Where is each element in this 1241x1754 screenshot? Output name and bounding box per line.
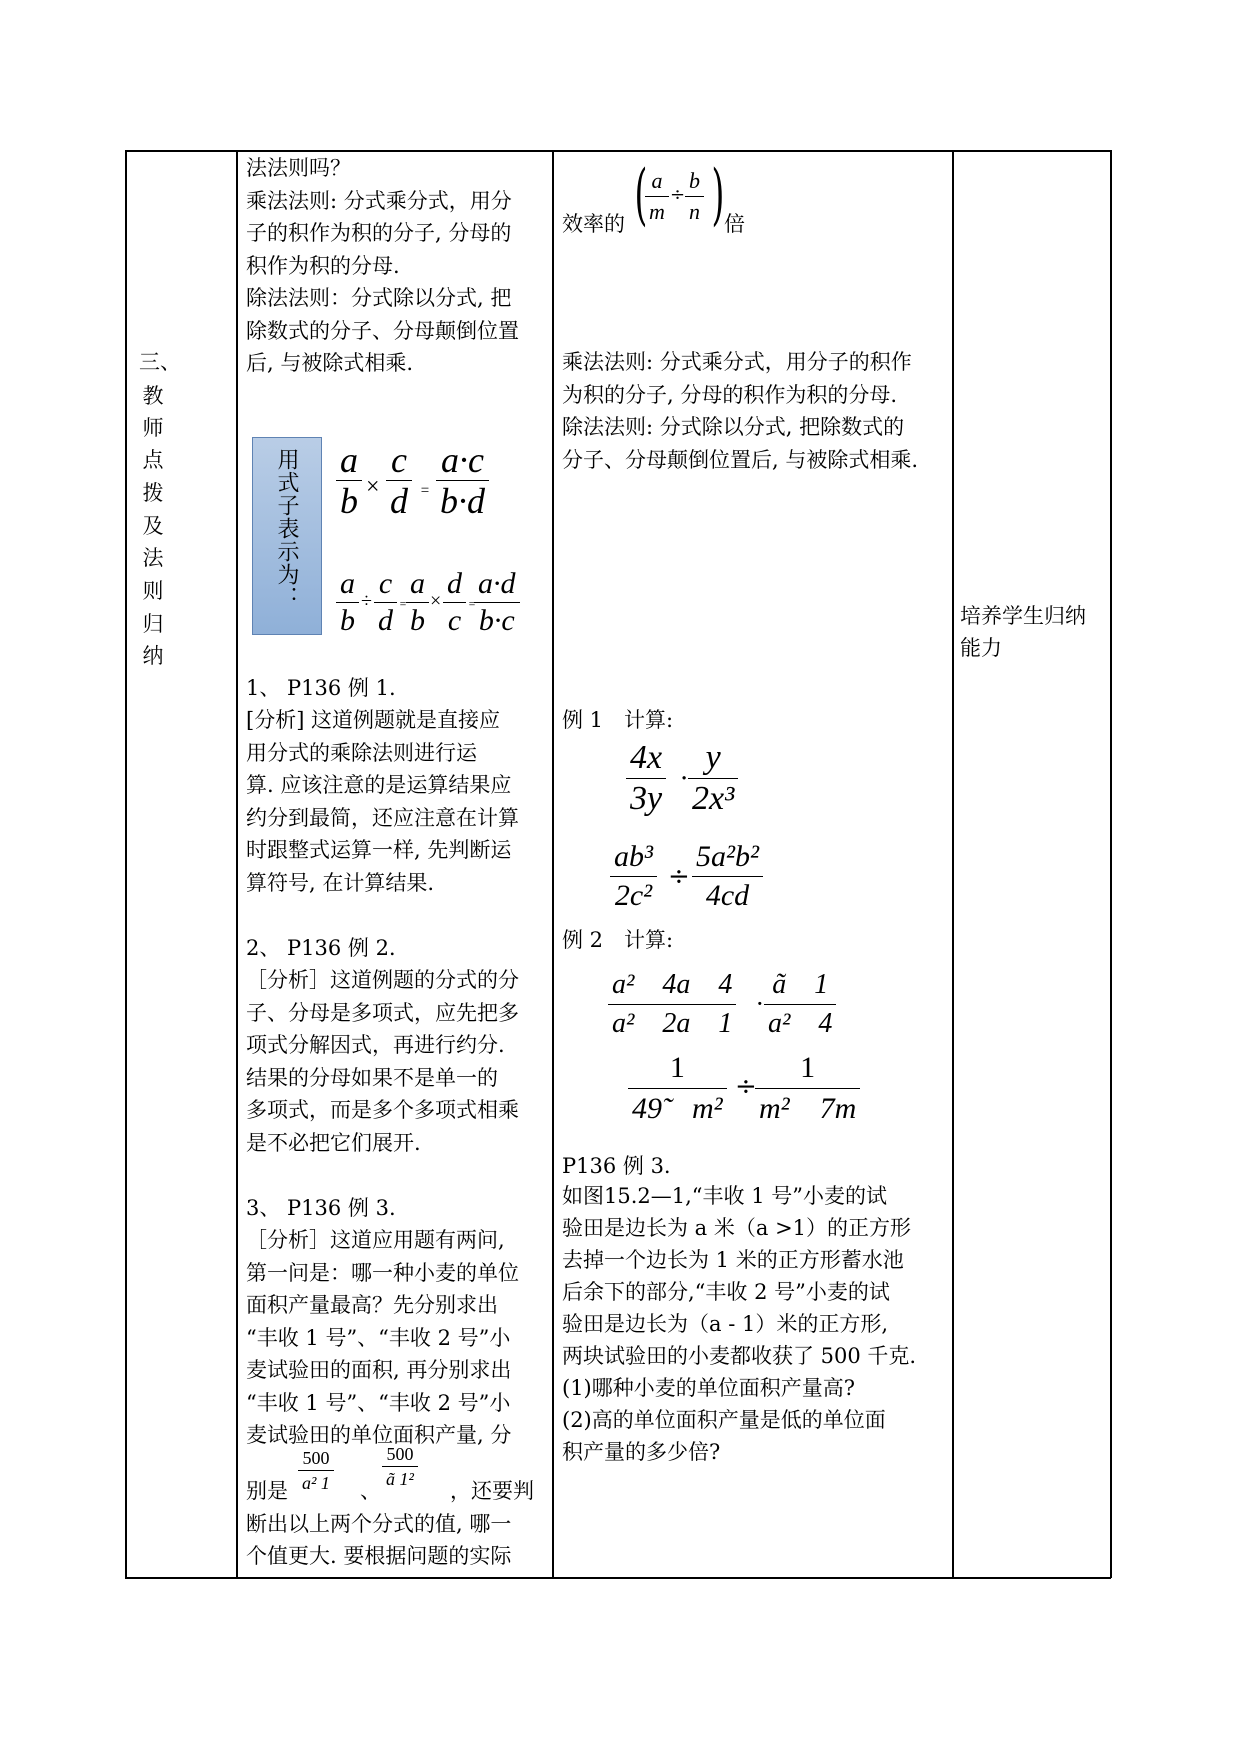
fraction-denominator: a² 2a 1 xyxy=(612,1008,733,1039)
text-line: ，还要判 xyxy=(450,1479,534,1503)
formula-denominator: b xyxy=(340,481,358,521)
divide-sign: ÷ xyxy=(735,1072,757,1102)
text-line: 例 2 计算: xyxy=(562,928,674,952)
text-line: 多项式，而是多个多项式相乘 xyxy=(246,1098,519,1122)
text-line: 除法法则: 分式除以分式, 把除数式的 xyxy=(562,415,905,439)
equals-sign: ﹦ xyxy=(396,596,410,611)
text-line: 第一问是：哪一种小麦的单位 xyxy=(246,1261,519,1285)
formula-label: 用式子表示为： xyxy=(274,448,299,609)
row-label-char: 归 xyxy=(142,612,164,636)
text-line: 除数式的分子、分母颠倒位置 xyxy=(246,319,519,343)
formula-numerator: a xyxy=(340,567,355,600)
row-label-char: 师 xyxy=(142,416,164,440)
row-label-char: 拨 xyxy=(142,481,164,505)
divide-sign: ÷ xyxy=(361,590,372,612)
row-label-char: 点 xyxy=(142,448,164,472)
fraction-denominator: m² 7m xyxy=(759,1092,857,1125)
table-divider-1 xyxy=(236,150,238,1578)
formula-denominator: b·d xyxy=(440,481,485,521)
row-label-char: 教 xyxy=(142,384,164,408)
text-line: 倍 xyxy=(724,212,745,236)
formula-denominator: d xyxy=(378,604,393,637)
fraction-denominator: m xyxy=(649,199,665,224)
fraction-denominator: 3y xyxy=(630,780,663,817)
formula-numerator: d xyxy=(447,567,462,600)
fraction-numerator: 1 xyxy=(800,1051,816,1084)
dot-sign: · xyxy=(756,990,764,1018)
formula-denominator: d xyxy=(390,481,408,521)
text-line: 积作为积的分母. xyxy=(246,254,400,278)
fraction-denominator: n xyxy=(689,199,700,224)
text-line: 除法法则：分式除以分式, 把 xyxy=(246,286,512,310)
text-line: 面积产量最高？先分别求出 xyxy=(246,1293,498,1317)
table-border-bottom xyxy=(125,1577,1111,1579)
fraction-denominator: 2c² xyxy=(614,879,653,912)
text-line: 两块试验田的小麦都收获了 500 千克. xyxy=(562,1344,917,1368)
text-line: 例 1 计算: xyxy=(562,708,674,732)
left-paren: ( xyxy=(634,156,648,233)
equals-sign: ﹦ xyxy=(416,478,434,498)
divide-sign: ÷ xyxy=(670,184,686,205)
formula-denominator: b xyxy=(410,604,425,637)
dot-sign: · xyxy=(680,764,689,794)
text-line: ［分析］这道例题的分式的分 xyxy=(246,968,519,992)
text-line: 验田是边长为 a 米（a >1）的正方形 xyxy=(562,1216,912,1240)
fraction-denominator: 2x³ xyxy=(692,780,735,817)
fraction-denominator: a² 1 xyxy=(302,1473,330,1493)
text-line: 时跟整式运算一样, 先判断运 xyxy=(246,838,512,862)
text-line: 效率的 xyxy=(562,212,625,236)
fraction-numerator: ã 1 xyxy=(772,969,829,1000)
text-line: 积产量的多少倍? xyxy=(562,1440,721,1464)
text-line: 、 xyxy=(360,1479,381,1503)
text-line: 培养学生归纳 xyxy=(960,604,1086,628)
text-line: P136 例 3. xyxy=(562,1154,671,1178)
fraction-numerator: 500 xyxy=(386,1444,414,1464)
text-line: 个值更大. 要根据问题的实际 xyxy=(246,1544,512,1568)
text-line: 乘法法则: 分式乘分式，用分 xyxy=(246,189,512,213)
text-line: 结果的分母如果不是单一的 xyxy=(246,1066,498,1090)
text-line: 别是 xyxy=(246,1479,288,1503)
formula-numerator: a xyxy=(340,440,358,480)
table-divider-3 xyxy=(952,150,954,1578)
text-line: 能力 xyxy=(960,636,1002,660)
table-border-left xyxy=(125,150,127,1578)
fraction-numerator: a² 4a 4 xyxy=(612,969,733,1000)
text-line: (2)高的单位面积产量是低的单位面 xyxy=(562,1408,886,1432)
fraction-numerator: 500 xyxy=(302,1448,330,1468)
text-line: 子、分母是多项式，应先把多 xyxy=(246,1001,519,1025)
fraction-denominator: 4cd xyxy=(705,879,750,912)
fraction-numerator: a xyxy=(651,168,663,193)
text-line: 后, 与被除式相乘. xyxy=(246,351,414,375)
text-line: 算符号, 在计算结果. xyxy=(246,871,435,895)
text-line: 如图15.2—1,“丰收 1 号”小麦的试 xyxy=(562,1184,887,1208)
text-line: 麦试验田的面积, 再分别求出 xyxy=(246,1358,512,1382)
row-label-char: 则 xyxy=(142,579,164,603)
formula-denominator: b xyxy=(340,604,355,637)
divide-sign: ÷ xyxy=(668,862,690,892)
text-line: 用分式的乘除法则进行运 xyxy=(246,741,477,765)
text-line: 算. 应该注意的是运算结果应 xyxy=(246,773,512,797)
text-line: 去掉一个边长为 1 米的正方形蓄水池 xyxy=(562,1248,904,1272)
times-sign: × xyxy=(366,474,380,500)
row-label-char: 及 xyxy=(142,514,164,538)
text-line: 断出以上两个分式的值, 哪一 xyxy=(246,1512,512,1536)
text-line: “丰收 1 号”、“丰收 2 号”小 xyxy=(246,1391,511,1415)
formula-label-box xyxy=(252,437,322,635)
text-line: 是不必把它们展开. xyxy=(246,1131,421,1155)
text-line: 为积的分子, 分母的积作为积的分母. xyxy=(562,383,898,407)
formula-denominator: b·c xyxy=(478,604,515,637)
text-line: 3、 P136 例 3. xyxy=(246,1196,396,1220)
text-line: 2、 P136 例 2． xyxy=(246,936,410,960)
text-line: 项式分解因式，再进行约分. xyxy=(246,1033,505,1057)
text-line: 麦试验田的单位面积产量, 分 xyxy=(246,1423,512,1447)
fraction-numerator: 4x xyxy=(630,739,663,776)
text-line: [分析] 这道例题就是直接应 xyxy=(246,708,501,732)
text-line: (1)哪种小麦的单位面积产量高? xyxy=(562,1376,856,1400)
text-line: 法法则吗？ xyxy=(246,156,351,180)
fraction-denominator: 49̃ m² xyxy=(632,1092,723,1125)
equals-sign: ﹦ xyxy=(465,596,479,611)
text-line: 子的积作为积的分子, 分母的 xyxy=(246,221,512,245)
text-line: ［分析］这道应用题有两问, xyxy=(246,1228,505,1252)
text-line: 验田是边长为（a - 1）米的正方形, xyxy=(562,1312,889,1336)
formula-numerator: c xyxy=(391,440,407,480)
text-line: 分子、分母颠倒位置后, 与被除式相乘. xyxy=(562,448,919,472)
row-label-char: 法 xyxy=(142,546,164,570)
formula-numerator: c xyxy=(378,567,393,600)
right-paren: ) xyxy=(711,156,725,233)
text-line: “丰收 1 号”、“丰收 2 号”小 xyxy=(246,1326,511,1350)
formula-numerator: a·d xyxy=(478,567,516,600)
fraction-numerator: y xyxy=(705,739,721,776)
table-divider-2 xyxy=(552,150,554,1578)
table-border-right xyxy=(1110,150,1112,1578)
row-label-char: 纳 xyxy=(142,644,164,668)
row-label-char: 三、 xyxy=(139,350,181,374)
formula-numerator: a xyxy=(410,567,425,600)
formula-numerator: a·c xyxy=(441,440,484,480)
fraction-denominator: a² 4 xyxy=(768,1008,833,1039)
formula-denominator: c xyxy=(447,604,462,637)
fraction-numerator: 5a²b² xyxy=(696,840,759,873)
text-line: 乘法法则: 分式乘分式，用分子的积作 xyxy=(562,350,912,374)
fraction-numerator: 1 xyxy=(669,1051,685,1084)
fraction-numerator: ab³ xyxy=(614,840,653,873)
text-line: 约分到最简，还应注意在计算 xyxy=(246,806,519,830)
fraction-numerator: b xyxy=(689,168,700,193)
text-line: 1、 P136 例 1. xyxy=(246,676,396,700)
fraction-denominator: ã 1² xyxy=(386,1469,414,1489)
text-line: 后余下的部分,“丰收 2 号”小麦的试 xyxy=(562,1280,890,1304)
times-sign: × xyxy=(430,590,442,612)
